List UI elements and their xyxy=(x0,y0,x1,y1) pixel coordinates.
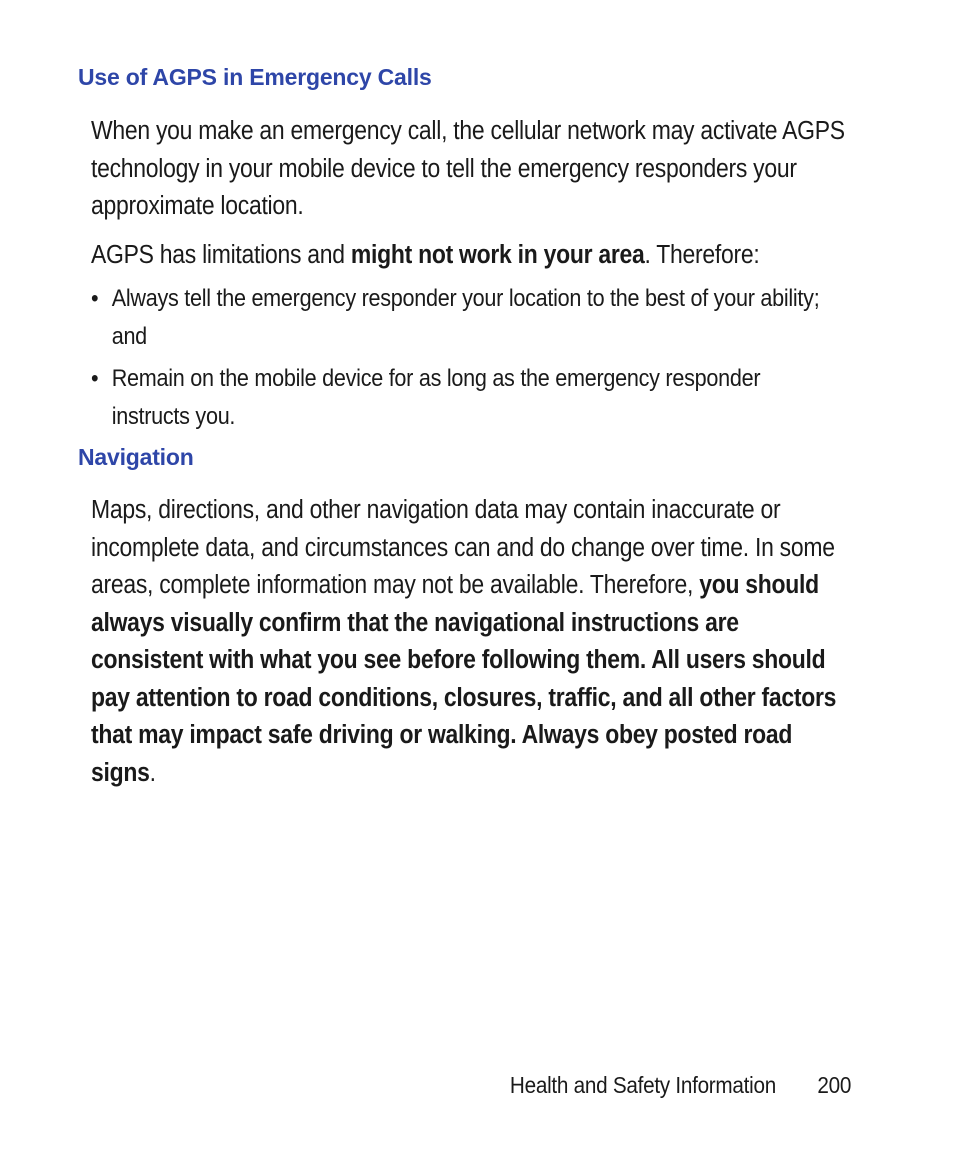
navigation-warning: you should always visually confirm that the navigational instructions are consistent with what you see before following them. All users should pay attention to road conditions, closures, traffic, and all other factors that may impact safe driving or walking. Always obey posted road signs xyxy=(91,571,837,787)
agps-paragraph: When you make an emergency call, the cellular network may activate AGPS technology in your mobile device to tell the emergency responders your approximate location. xyxy=(91,117,845,220)
agps-limitations-ending: . Therefore: xyxy=(644,241,760,269)
navigation-ending: . xyxy=(149,758,156,787)
bullet-icon: • xyxy=(91,285,99,312)
agps-bullet-list xyxy=(91,280,829,440)
section-heading-navigation: Navigation xyxy=(78,444,194,470)
list-item xyxy=(91,360,829,436)
navigation-paragraph xyxy=(91,492,852,792)
section-heading-agps: Use of AGPS in Emergency Calls xyxy=(78,64,432,90)
page-footer xyxy=(510,1072,851,1099)
footer-title: Health and Safety Information xyxy=(509,1072,776,1098)
bullet-icon: • xyxy=(91,365,99,392)
page-number: 200 xyxy=(817,1072,851,1098)
agps-limitations-paragraph xyxy=(91,237,852,275)
navigation-text: Maps, directions, and other navigation data may contain inaccurate or incomplete data, and circumstances can and do change over time. In some areas, complete information may not be available. Therefore, xyxy=(91,496,835,599)
bullet-text: Remain on the mobile device for as long as the emergency responder instructs you. xyxy=(111,365,761,430)
list-item xyxy=(91,280,829,356)
agps-limitations-text: AGPS has limitations and xyxy=(91,241,351,269)
agps-limitations-emphasis: might not work in your area xyxy=(350,241,645,269)
bullet-text: Always tell the emergency responder your location to the best of your ability; and xyxy=(111,285,820,350)
